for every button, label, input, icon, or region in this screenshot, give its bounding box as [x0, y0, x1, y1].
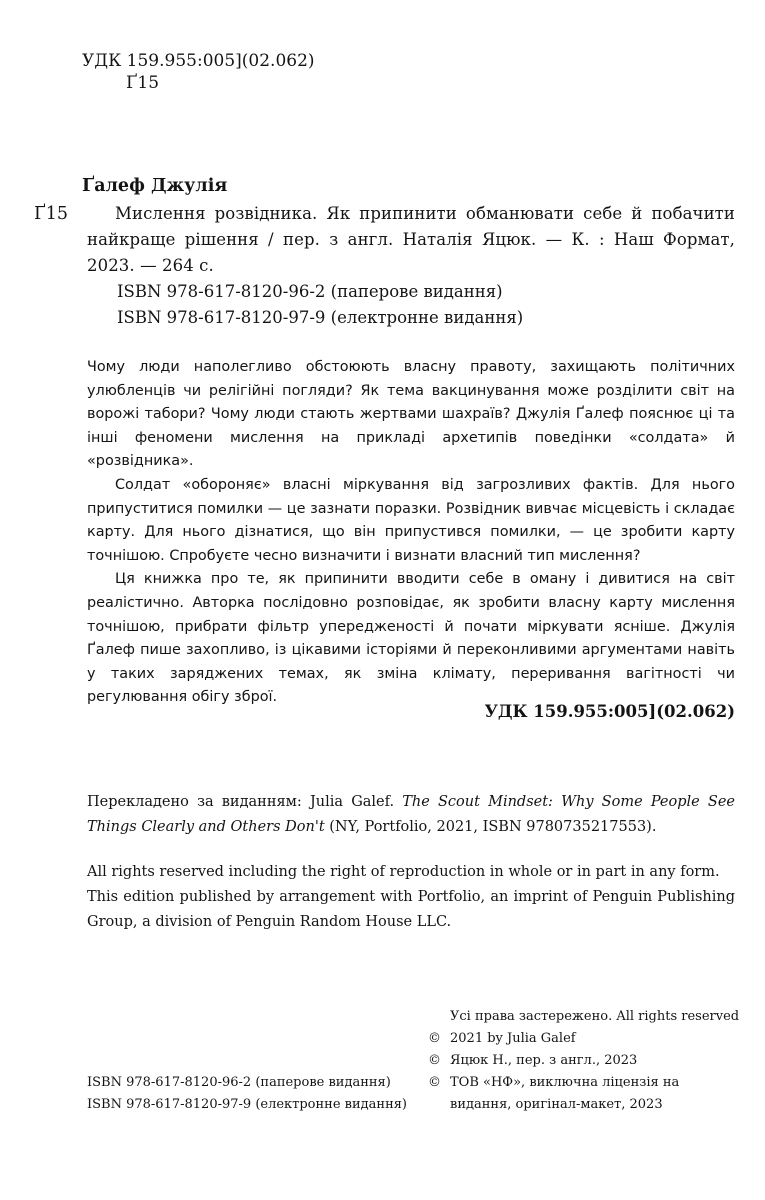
original-title: The Scout Mindset: Why Some People See Things Clearly and Others Don't: [87, 794, 735, 835]
bottom-isbn-print: ISBN 978-617-8120-96-2 (паперове видання): [87, 1075, 391, 1090]
udk-code: УДК 159.955:005](02.062): [82, 51, 315, 71]
classification-code: Ґ15: [126, 73, 160, 93]
bottom-isbn-electronic: ISBN 978-617-8120-97-9 (електронне видання): [87, 1097, 408, 1112]
copyright-icon: ©: [428, 1075, 441, 1090]
udk-code-right: УДК 159.955:005](02.062): [484, 702, 735, 721]
annotation-paragraph: Ця книжка про те, як припинити вводити себе в оману і дивитися на світ реалістично. Авторка послідовно розповідає, як зробити власну карту мислення точнішою, прибрати фільтр упередженості й почати міркувати ясніше. Джулія Ґалеф пише захопливо, із цікавими історіями й переконливими аргументами навіть у таких заряджених темах, як зміна клімату, переривання вагітності чи регулювання обігу зброї.: [87, 571, 735, 706]
copyright-line: 2021 by Julia Galef: [450, 1031, 576, 1046]
author-name: Ґалеф Джулія: [82, 176, 228, 196]
copyright-heading: Усі права застережено. All rights reserved: [450, 1009, 740, 1024]
bottom-isbn-block: [87, 1072, 407, 1116]
isbn-print: ISBN 978-617-8120-96-2 (паперове видання): [117, 282, 503, 301]
isbn-electronic: ISBN 978-617-8120-97-9 (електронне видання): [117, 308, 524, 327]
translation-source: [87, 790, 735, 840]
translation-suffix: (NY, Portfolio, 2021, ISBN 9780735217553).: [324, 819, 657, 835]
copyright-row: [428, 1028, 740, 1050]
copyright-block: [428, 1006, 740, 1116]
rights-line: This edition published by arrangement with Portfolio, an imprint of Penguin Publishing Group, a division of Penguin Random House LLC.: [87, 889, 735, 930]
author-sign-code: Ґ15: [34, 204, 69, 224]
copyright-icon: ©: [428, 1053, 441, 1068]
rights-line: All rights reserved including the right of reproduction in whole or in part in any form.: [87, 864, 720, 880]
rights-notice: [87, 860, 735, 935]
copyright-line: ТОВ «НФ», виключна ліцензія на видання, оригінал-макет, 2023: [450, 1075, 680, 1112]
bibliographic-description: Мислення розвідника. Як припинити обманювати себе й побачити найкраще рішення / пер. з англ. Наталія Яцюк. — К. : Наш Формат, 2023. — 264 с.: [87, 204, 735, 275]
translation-prefix: Перекладено за виданням: Julia Galef.: [87, 794, 403, 810]
annotation-paragraph: Солдат «обороняє» власні міркування від загрозливих фактів. Для нього припуститися помилки — це зазнати поразки. Розвідник вивчає місцевість і складає карту. Для нього дізнатися, що він припустився помилки, — це зробити карту точнішою. Спробуєте чесно визначити і визнати власний тип мислення?: [87, 476, 735, 564]
copyright-row: [428, 1050, 740, 1072]
copyright-row: [428, 1072, 740, 1116]
annotation-paragraph: Чому люди наполегливо обстоюють власну правоту, захищають політичних улюбленців чи релігійні погляди? Як тема вакцинування може розділити світ на ворожі табори? Чому люди стають жертвами шахраїв? Джулія Ґалеф пояснює ці та інші феномени мислення на прикладі архетипів поведінки «солдата» й «розвідника».: [87, 359, 735, 470]
annotation: [87, 356, 735, 710]
copyright-icon: ©: [428, 1031, 441, 1046]
copyright-line: Яцюк Н., пер. з англ., 2023: [450, 1053, 638, 1068]
udk-header: [82, 50, 315, 94]
